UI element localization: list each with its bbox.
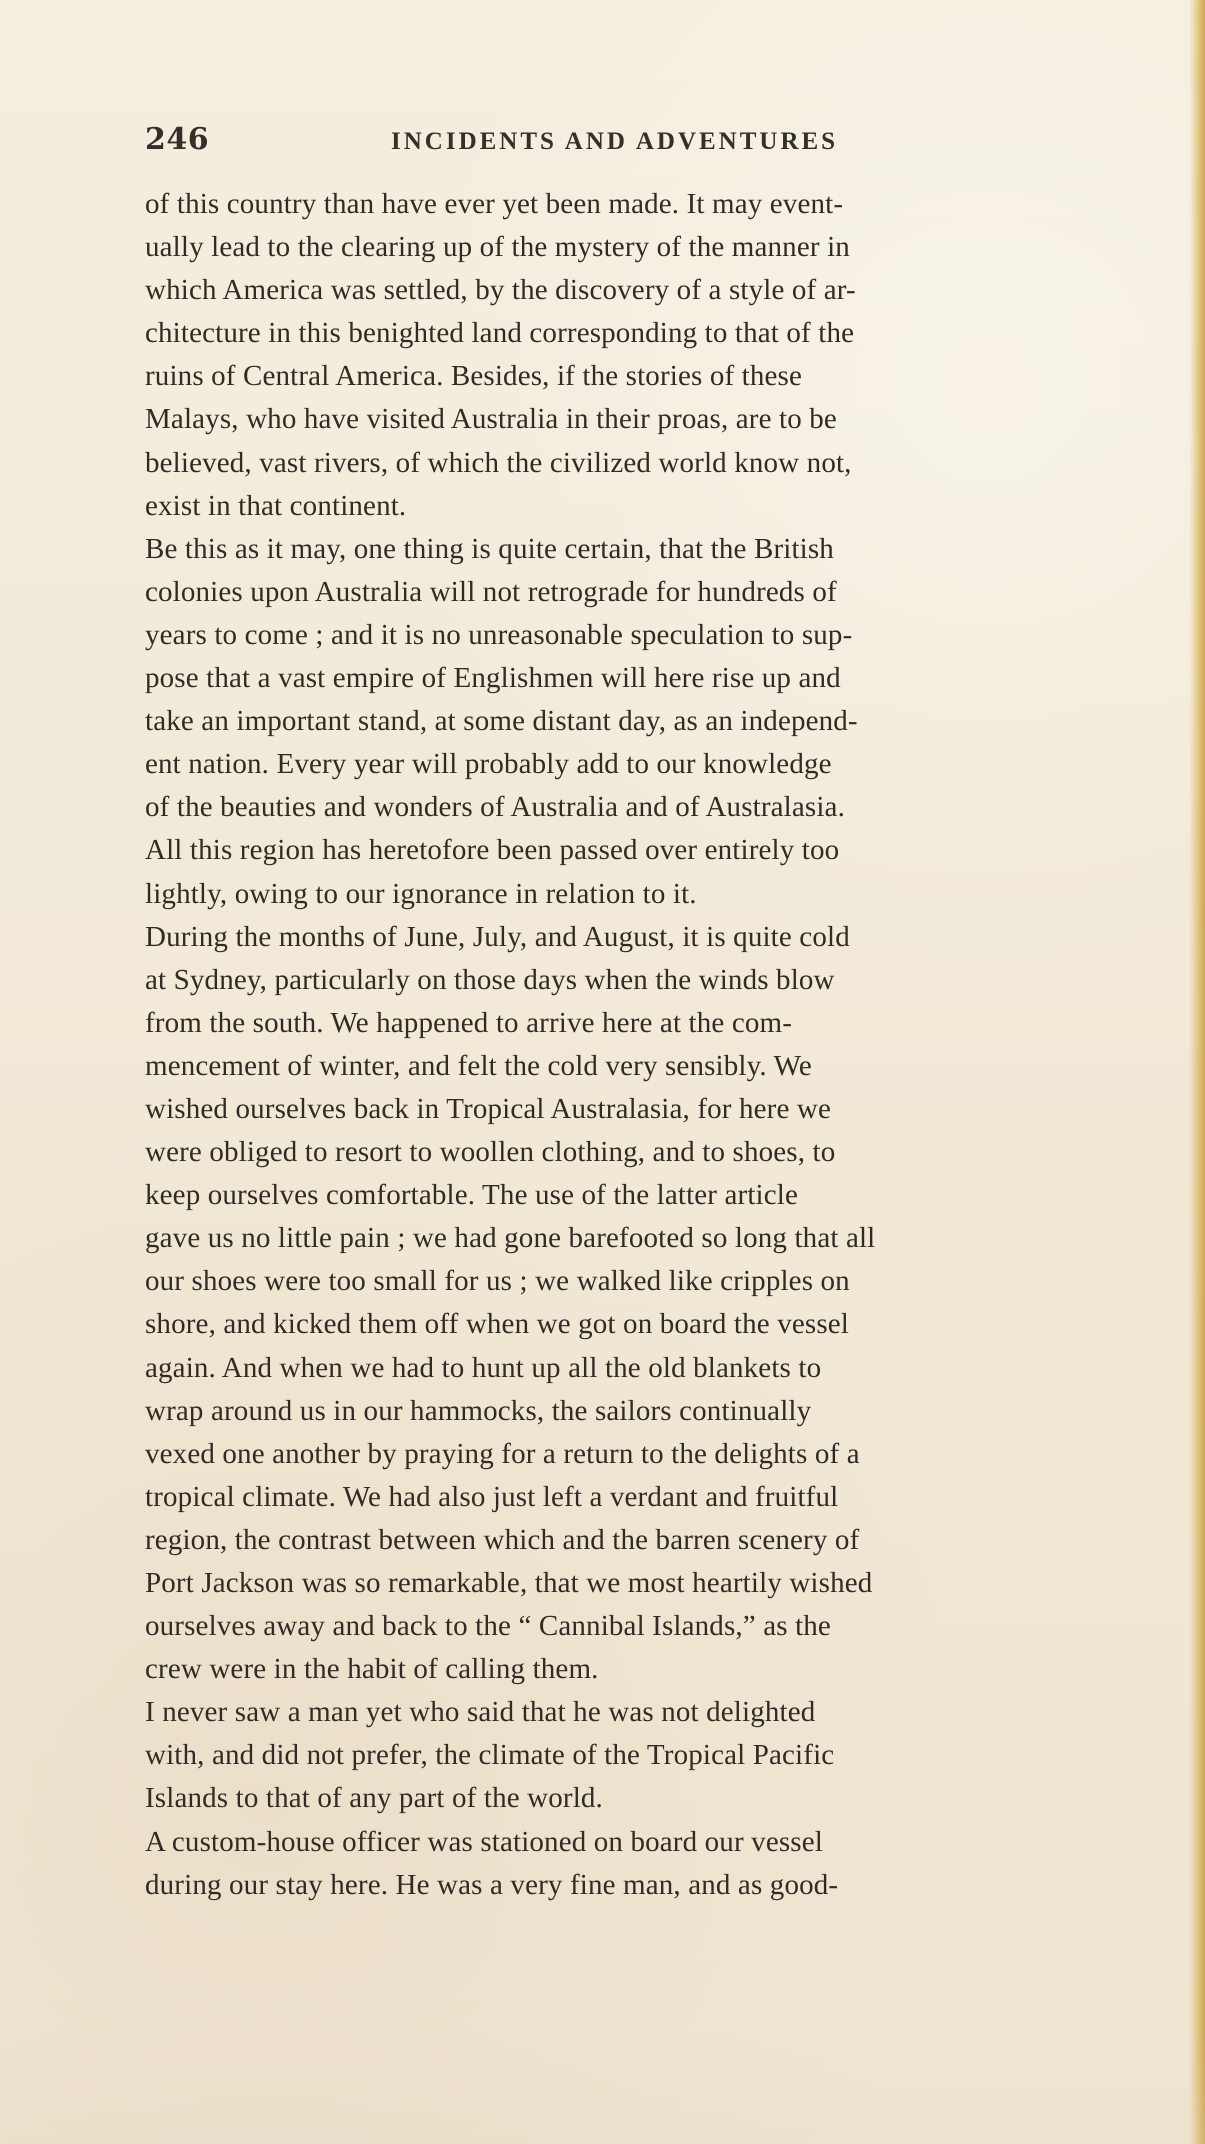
text-line: keep ourselves comfortable. The use of the latter article xyxy=(145,1179,798,1212)
text-line: lightly, owing to our ignorance in relation to it. xyxy=(145,877,697,910)
text-line: ually lead to the clearing up of the mystery of the manner in xyxy=(145,231,850,264)
text-line: Be this as it may, one thing is quite certain, that the British xyxy=(145,532,834,565)
text-line: vexed one another by praying for a return to the delights of a xyxy=(145,1437,860,1470)
text-line: believed, vast rivers, of which the civilized world know not, xyxy=(145,446,852,479)
text-line: tropical climate. We had also just left a verdant and fruitful xyxy=(145,1480,839,1513)
page-number: 246 xyxy=(145,122,210,157)
text-line: during our stay here. He was a very fine man, and as good- xyxy=(145,1868,839,1901)
text-line: I never saw a man yet who said that he was not delighted xyxy=(145,1696,816,1729)
text-line: at Sydney, particularly on those days when the winds blow xyxy=(145,963,835,996)
text-line: colonies upon Australia will not retrograde for hundreds of xyxy=(145,575,837,608)
text-line: of this country than have ever yet been made. It may event- xyxy=(145,188,844,220)
text-line: chitecture in this benighted land corresponding to that of the xyxy=(145,317,855,350)
page-shadow xyxy=(0,2024,1205,2144)
text-line: again. And when we had to hunt up all the old blankets to xyxy=(145,1351,822,1384)
text-line: crew were in the habit of calling them. xyxy=(145,1653,599,1686)
text-line: All this region has heretofore been passed over entirely too xyxy=(145,834,840,867)
page-header xyxy=(145,122,1125,158)
text-line: region, the contrast between which and the barren scenery of xyxy=(145,1523,860,1556)
text-line: from the south. We happened to arrive here at the com- xyxy=(145,1006,793,1039)
text-line: wished ourselves back in Tropical Australasia, for here we xyxy=(145,1092,832,1125)
text-line: were obliged to resort to woollen clothing, and to shoes, to xyxy=(145,1136,836,1169)
page-edge xyxy=(1189,0,1205,2144)
text-line: gave us no little pain ; we had gone barefooted so long that all xyxy=(145,1222,876,1255)
text-line: shore, and kicked them off when we got on board the vessel xyxy=(145,1308,849,1341)
text-line: During the months of June, July, and August, it is quite cold xyxy=(145,920,850,953)
text-line: ent nation. Every year will probably add to our knowledge xyxy=(145,748,832,781)
text-line: our shoes were too small for us ; we walked like cripples on xyxy=(145,1265,850,1298)
text-line: years to come ; and it is no unreasonable speculation to sup- xyxy=(145,618,853,651)
text-line: which America was settled, by the discovery of a style of ar- xyxy=(145,274,856,307)
text-line: exist in that continent. xyxy=(145,489,407,522)
text-line: with, and did not prefer, the climate of the Tropical Pacific xyxy=(145,1739,835,1772)
text-line: Malays, who have visited Australia in their proas, are to be xyxy=(145,403,837,436)
body-text xyxy=(145,183,1113,1907)
running-title: INCIDENTS AND ADVENTURES xyxy=(391,128,839,155)
text-line: ruins of Central America. Besides, if the stories of these xyxy=(145,360,803,393)
text-line: take an important stand, at some distant day, as an independ- xyxy=(145,705,858,738)
text-line: A custom-house officer was stationed on board our vessel xyxy=(145,1825,823,1858)
text-line: wrap around us in our hammocks, the sailors continually xyxy=(145,1394,812,1427)
text-line: ourselves away and back to the “ Cannibal Islands,” as the xyxy=(145,1610,831,1643)
text-line: pose that a vast empire of Englishmen will here rise up and xyxy=(145,662,841,695)
text-line: Islands to that of any part of the world. xyxy=(145,1782,603,1815)
text-line: Port Jackson was so remarkable, that we most heartily wished xyxy=(145,1567,873,1599)
text-line: mencement of winter, and felt the cold very sensibly. We xyxy=(145,1049,812,1082)
text-line: of the beauties and wonders of Australia and of Australasia. xyxy=(145,791,845,824)
